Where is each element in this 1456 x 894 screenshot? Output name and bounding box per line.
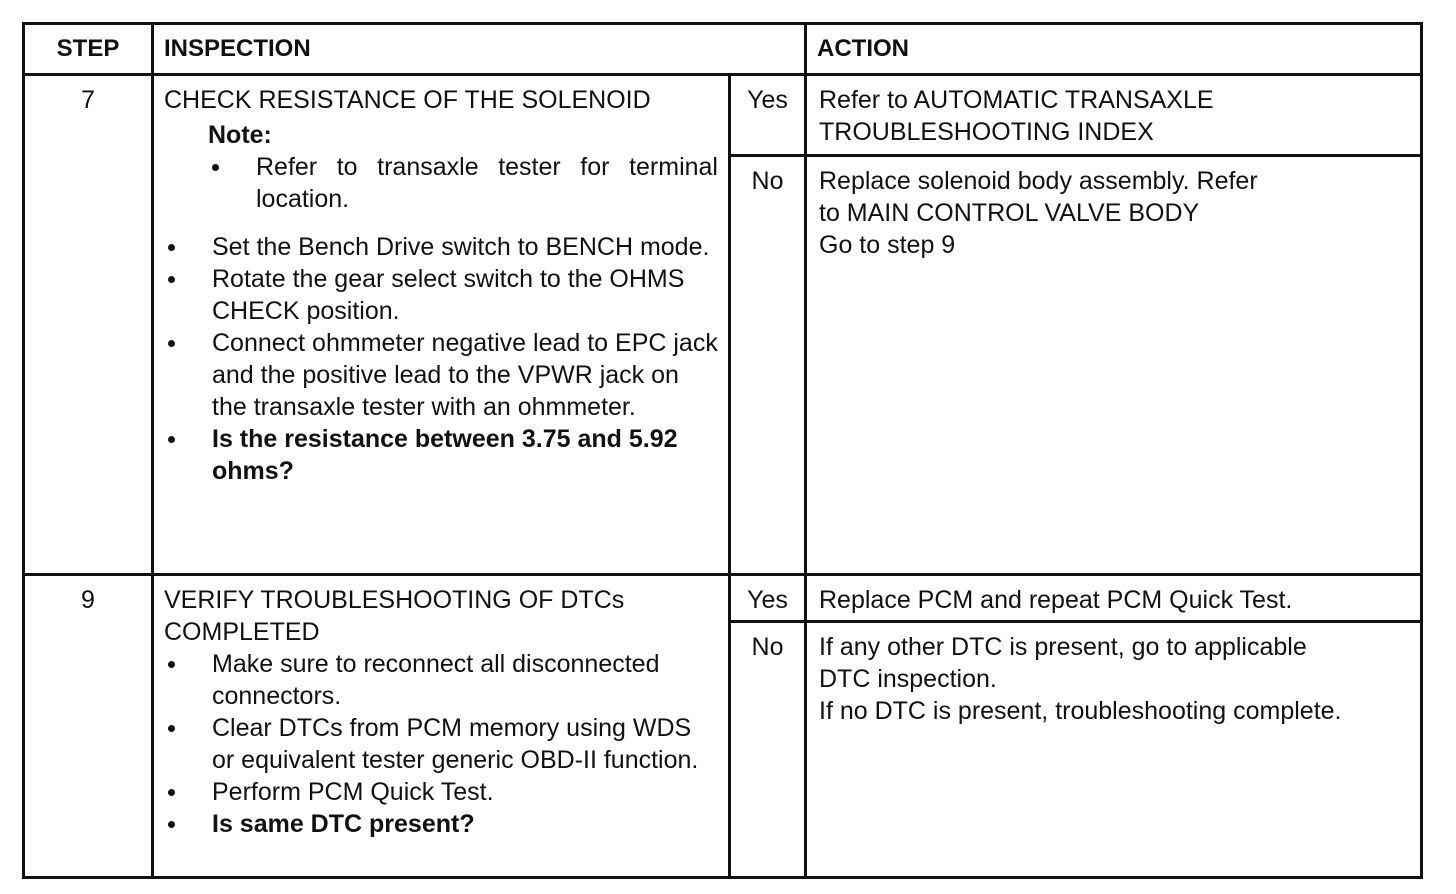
note-label: Note: — [208, 121, 272, 149]
step-number: 7 — [24, 75, 153, 575]
inspection-question: Is same DTC present? — [164, 808, 718, 840]
no-label: No — [730, 622, 806, 878]
yes-action: Replace PCM and repeat PCM Quick Test. — [806, 575, 1422, 622]
yes-label: Yes — [730, 575, 806, 622]
yes-action: Refer to AUTOMATIC TRANSAXLE TROUBLESHOOTING INDEX — [806, 75, 1422, 156]
list-item: Set the Bench Drive switch to BENCH mode. — [164, 231, 718, 263]
inspection-list — [164, 648, 718, 840]
action-header: ACTION — [806, 24, 1422, 75]
inspection-title: COMPLETED — [164, 618, 320, 646]
note-list — [208, 151, 718, 215]
inspection-header: INSPECTION — [153, 24, 806, 75]
inspection-question: Is the resistance between 3.75 and 5.92 ohms? — [164, 423, 718, 487]
inspection-cell — [153, 75, 730, 575]
note-item: Refer to transaxle tester for terminal location. — [208, 151, 718, 215]
yes-label: Yes — [730, 75, 806, 156]
list-item: Connect ohmmeter negative lead to EPC jack and the positive lead to the VPWR jack on the transaxle tester with an ohmmeter. — [164, 327, 718, 423]
header-row — [24, 24, 1422, 75]
troubleshooting-table — [22, 22, 1423, 879]
inspection-list — [164, 231, 718, 487]
inspection-title: CHECK RESISTANCE OF THE SOLENOID — [164, 86, 651, 114]
table-row — [24, 75, 1422, 156]
list-item: Make sure to reconnect all disconnected connectors. — [164, 648, 718, 712]
step-header: STEP — [24, 24, 153, 75]
inspection-cell — [153, 575, 730, 878]
no-action: Replace solenoid body assembly. Refer to MAIN CONTROL VALVE BODY Go to step 9 — [806, 156, 1422, 575]
inspection-title: VERIFY TROUBLESHOOTING OF DTCs — [164, 586, 625, 614]
step-number: 9 — [24, 575, 153, 878]
list-item: Clear DTCs from PCM memory using WDS or equivalent tester generic OBD-II function. — [164, 712, 718, 776]
no-label: No — [730, 156, 806, 575]
list-item: Rotate the gear select switch to the OHMS CHECK position. — [164, 263, 718, 327]
table-row — [24, 575, 1422, 622]
list-item: Perform PCM Quick Test. — [164, 776, 718, 808]
no-action: If any other DTC is present, go to applicable DTC inspection. If no DTC is present, troubleshooting complete. — [806, 622, 1422, 878]
